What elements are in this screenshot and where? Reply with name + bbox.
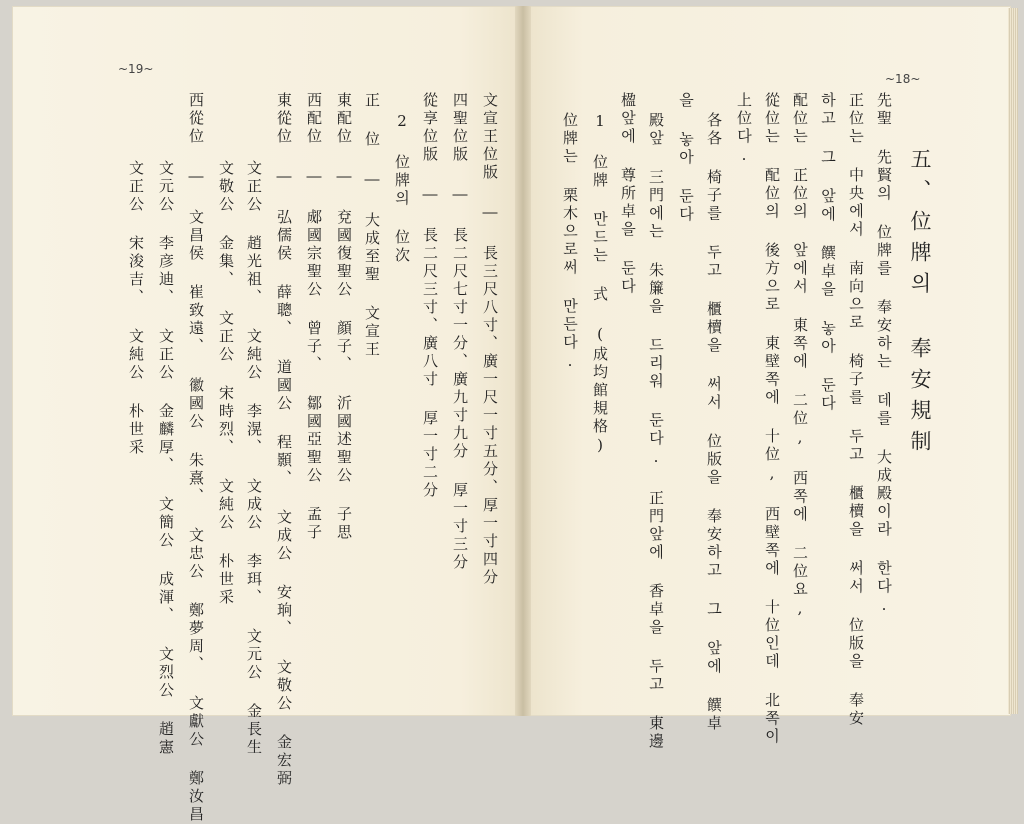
text-column: 文元公 李彦迪、 文正公 金麟厚、 文簡公 成渾、 文烈公 趙憲	[157, 160, 175, 757]
text-column: 正位는 中央에서 南向으로 椅子를 두고 櫃櫝을 써서 位版을 奉安	[847, 92, 865, 728]
text-column: 各各 椅子를 두고 櫃櫝을 써서 位版을 奉安하고 그 앞에 饌卓	[705, 112, 723, 733]
text-column: 西從位 ― 文昌侯 崔致遠、 徽國公 朱熹、 文忠公 鄭夢周、 文獻公 鄭汝昌	[187, 92, 205, 824]
text-column: 1 位牌 만드는 式 (成均館規格)	[591, 112, 609, 457]
text-column: 文敬公 金集、 文正公 宋時烈、 文純公 朴世采	[217, 160, 235, 607]
text-column: 正 位 ― 大成至聖 文宣王	[363, 92, 381, 359]
text-column: 을 놓아 둔다	[677, 92, 695, 224]
left-page	[12, 6, 522, 716]
page-number-right: ~18~	[885, 72, 921, 86]
text-column: 文宣王位版 ― 長三尺八寸、廣一尺一寸五分、厚一寸四分	[481, 92, 499, 587]
text-column: 東從位 ― 弘儒侯 薛聰、 道國公 程顥、 文成公 安珦、 文敬公 金宏弼	[275, 92, 293, 788]
text-column: 文正公 宋浚吉、 文純公 朴世采	[127, 160, 145, 457]
text-column: 東配位 ― 兗國復聖公 顔子、 沂國述聖公 子思	[335, 92, 353, 542]
text-column: 西配位 ― 郕國宗聖公 曾子、 鄒國亞聖公 孟子	[305, 92, 323, 542]
text-column: 楹앞에 尊所卓을 둔다	[619, 92, 637, 296]
page-edge-stack	[1008, 8, 1018, 714]
text-column: 文正公 趙光祖、 文純公 李滉、 文成公 李珥、 文元公 金長生	[245, 160, 263, 757]
text-column: 位牌는 栗木으로써 만든다.	[561, 112, 579, 373]
text-column: 2 位牌의 位次	[393, 112, 411, 265]
text-column: 從位는 配位의 後方으로 東壁쪽에 十位, 西壁쪽에 十位인데 北쪽이	[763, 92, 781, 746]
text-column: 從享位版 ― 長二尺三寸、廣八寸 厚一寸二分	[421, 92, 439, 500]
text-column: 先聖 先賢의 位牌를 奉安하는 데를 大成殿이라 한다.	[875, 92, 893, 617]
text-column: 上位다.	[735, 92, 753, 167]
text-column: 하고 그 앞에 饌卓을 놓아 둔다	[819, 92, 837, 413]
section-title: 五、位牌의 奉安規制	[908, 148, 932, 461]
text-column: 殿앞 三門에는 朱簾을 드리워 둔다. 正門앞에 香卓을 두고 東邊	[647, 112, 665, 751]
page-number-left: ~19~	[118, 62, 154, 76]
text-column: 四聖位版 ― 長二尺七寸一分、廣九寸九分 厚一寸三分	[451, 92, 469, 572]
text-column: 配位는 正位의 앞에서 東쪽에 二位, 西쪽에 二位요,	[791, 92, 809, 620]
book-gutter	[515, 6, 531, 716]
